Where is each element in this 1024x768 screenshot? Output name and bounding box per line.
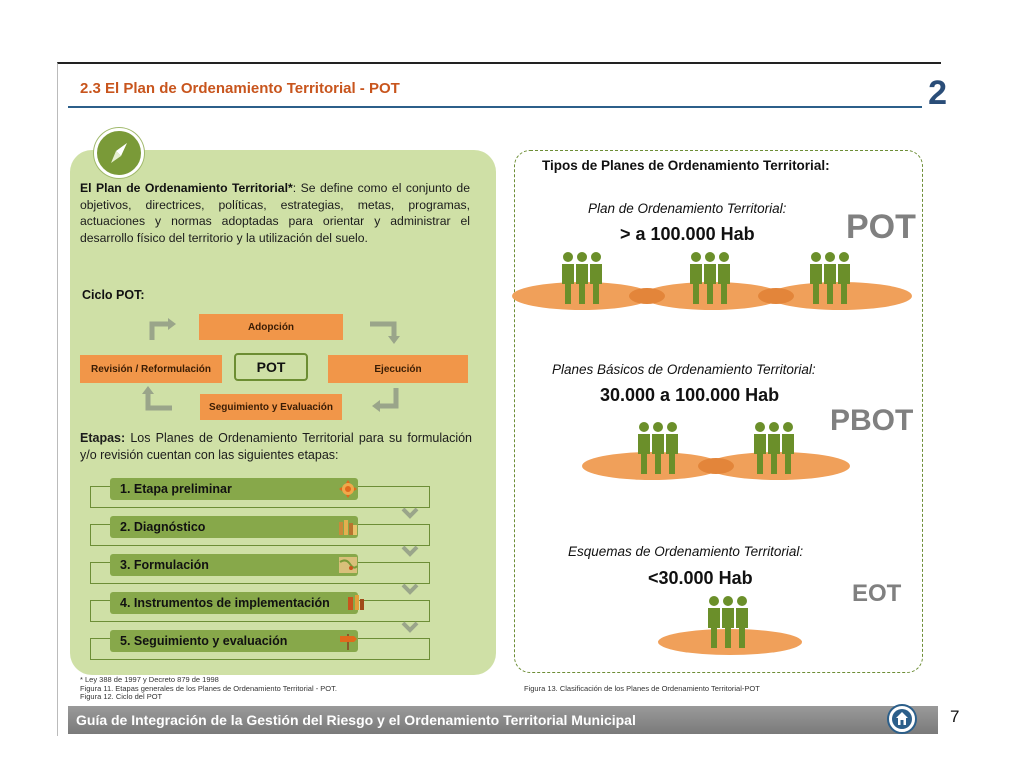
etapas-label: Etapas: bbox=[80, 431, 126, 445]
eot-population-figure bbox=[656, 594, 806, 658]
chevron-down-icon bbox=[402, 622, 418, 632]
footnote-ley: * Ley 388 de 1997 y Decreto 879 de 1998 bbox=[80, 675, 219, 684]
step-2: 2. Diagnóstico bbox=[110, 516, 358, 538]
cycle-arrow-top-right bbox=[368, 318, 398, 344]
definition-body: : Se define como el conjunto de objetivos, directrices, políticas, estrategias, metas, programas, actuaciones y normas adoptadas para orientar y administrar el desarrollo físico del territorio y la utilización del suelo. bbox=[80, 181, 470, 245]
eot-range: <30.000 Hab bbox=[648, 568, 753, 588]
chevron-down-icon bbox=[402, 508, 418, 518]
pbot-range: 30.000 a 100.000 Hab bbox=[600, 385, 780, 405]
cycle-adopcion: Adopción bbox=[199, 314, 343, 340]
chevron-down-icon bbox=[402, 584, 418, 594]
compass-icon bbox=[94, 128, 144, 178]
step-1: 1. Etapa preliminar bbox=[110, 478, 358, 500]
footnote-fig11: Figura 11. Etapas generales de los Planes de Ordenamiento Territorial - POT. bbox=[80, 683, 337, 693]
cycle-arrow-bottom-right bbox=[370, 386, 400, 414]
edge-digit: 2 bbox=[928, 74, 947, 112]
pot-acronym: POT bbox=[846, 208, 916, 246]
pot-population-figure bbox=[512, 250, 912, 314]
ciclo-title: Ciclo POT: bbox=[82, 288, 145, 302]
cycle-seguimiento: Seguimiento y Evaluación bbox=[200, 394, 342, 420]
map-icon bbox=[338, 556, 358, 574]
figure-13-caption: Figura 13. Clasificación de los Planes de Ordenamiento Territorial-POT bbox=[524, 684, 760, 693]
cycle-ejecucion: Ejecución bbox=[328, 355, 468, 383]
step-3: 3. Formulación bbox=[110, 554, 358, 576]
etapas-text bbox=[80, 430, 472, 463]
definition-term: El Plan de Ordenamiento Territorial* bbox=[80, 181, 293, 195]
signpost-icon bbox=[338, 632, 358, 650]
cycle-revision: Revisión / Reformulación bbox=[80, 355, 222, 383]
eot-acronym: EOT bbox=[852, 580, 902, 607]
cycle-center-pot: POT bbox=[234, 353, 308, 381]
step-4: 4. Instrumentos de implementación bbox=[110, 592, 358, 614]
books-icon bbox=[338, 518, 358, 536]
home-icon bbox=[889, 706, 915, 732]
footnotes bbox=[80, 676, 337, 702]
cycle-arrow-bottom-left bbox=[142, 386, 176, 414]
pbot-population-figure bbox=[582, 420, 832, 484]
target-arrows-icon bbox=[338, 480, 358, 498]
title-rule bbox=[68, 106, 922, 108]
home-button[interactable] bbox=[887, 704, 917, 734]
chevron-down-icon bbox=[402, 546, 418, 556]
page-number: 7 bbox=[950, 707, 960, 726]
pot-label: Plan de Ordenamiento Territorial: bbox=[588, 201, 787, 216]
pbot-label: Planes Básicos de Ordenamiento Territorial: bbox=[552, 362, 816, 377]
etapas-body: Los Planes de Ordenamiento Territorial para su formulación y/o revisión cuentan con las siguientes etapas: bbox=[80, 431, 472, 462]
footer-bar bbox=[68, 706, 938, 734]
pot-range: > a 100.000 Hab bbox=[620, 224, 755, 244]
footnote-fig12: Figura 12. Ciclo del POT bbox=[80, 692, 163, 702]
tools-icon bbox=[346, 594, 366, 612]
pbot-acronym: PBOT bbox=[830, 404, 914, 437]
step-5: 5. Seguimiento y evaluación bbox=[110, 630, 358, 652]
definition-text bbox=[80, 180, 470, 246]
cycle-arrow-top-left bbox=[148, 318, 178, 342]
footer-title: Guía de Integración de la Gestión del Riesgo y el Ordenamiento Territorial Municipal bbox=[76, 712, 636, 728]
slide bbox=[57, 62, 947, 736]
plan-types-title: Tipos de Planes de Ordenamiento Territorial: bbox=[542, 158, 830, 173]
section-title: 2.3 El Plan de Ordenamiento Territorial - POT bbox=[80, 80, 400, 97]
eot-label: Esquemas de Ordenamiento Territorial: bbox=[568, 544, 804, 559]
